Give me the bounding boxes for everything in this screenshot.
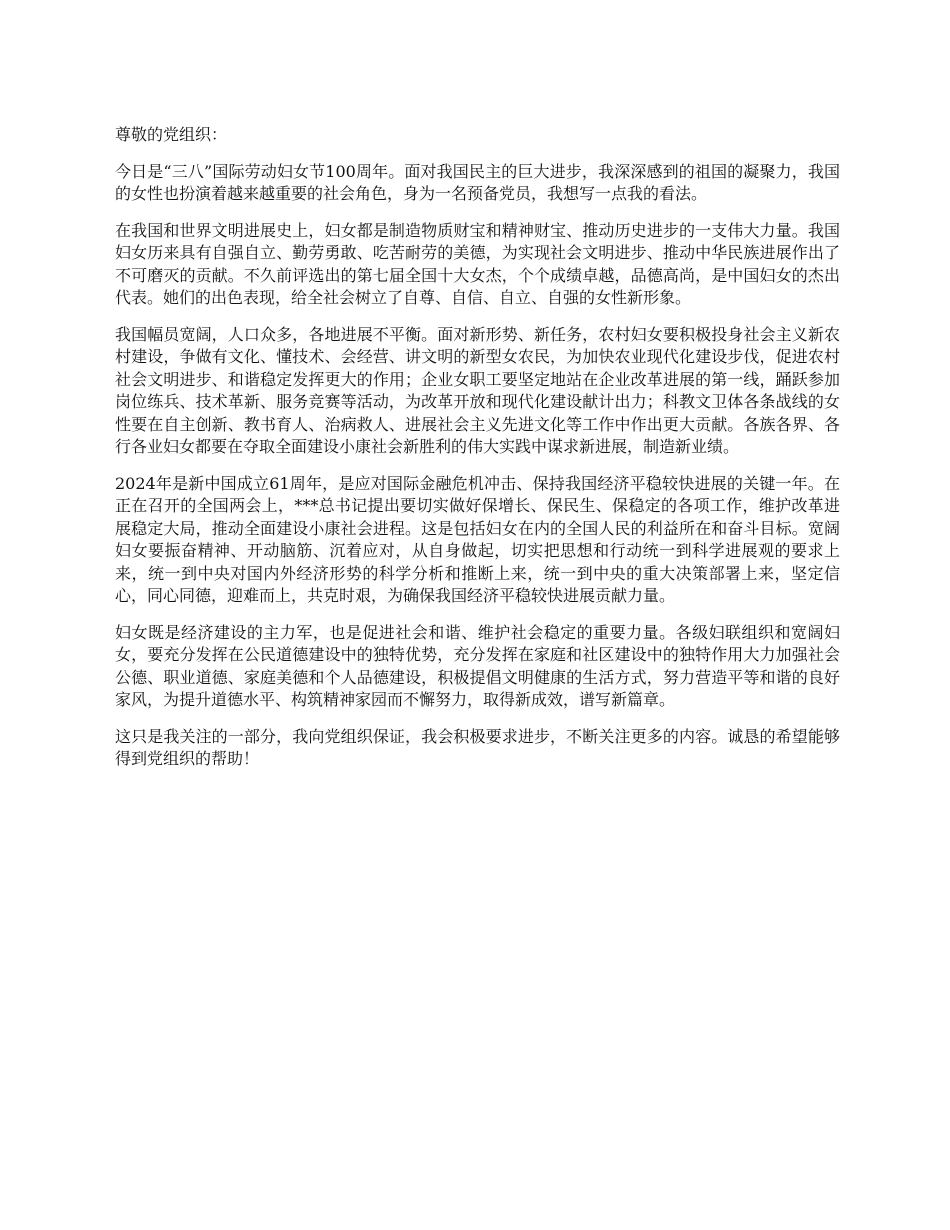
paragraph-women-history: 在我国和世界文明进展史上，妇女都是制造物质财宝和精神财宝、推动历史进步的一支伟大力量。我国妇女历来具有自强自立、勤劳勇敢、吃苦耐劳的美德，为实现社会文明进步、推动中华民族进展作出了不可磨灭的贡献。不久前评选出的第七届全国十大女杰，个个成绩卓越，品德高尚，是中国妇女的杰出代表。她们的出色表现，给全社会树立了自尊、自信、自立、自强的女性新形象。 xyxy=(115,220,840,307)
paragraph-intro: 今日是“三八”国际劳动妇女节100周年。面对我国民主的巨大进步，我深深感到的祖国的凝聚力，我国的女性也扮演着越来越重要的社会角色，身为一名预备党员，我想写一点我的看法。 xyxy=(115,161,840,203)
paragraph-social-harmony: 妇女既是经济建设的主力军，也是促进社会和谐、维护社会稳定的重要力量。各级妇联组织和宽阔妇女，要充分发挥在公民道德建设中的独特优势，充分发挥在家庭和社区建设中的独特作用大力加强社会公德、职业道德、家庭美德和个人品德建设，积极提倡文明健康的生活方式，努力营造平等和谐的良好家风，为提升道德水平、构筑精神家园而不懈努力，取得新成效，谱写新篇章。 xyxy=(115,622,840,709)
paragraph-economic-year: 2024年是新中国成立61周年，是应对国际金融危机冲击、保持我国经济平稳较快进展的关键一年。在正在召开的全国两会上，***总书记提出要切实做好保增长、保民生、保稳定的各项工作，维护改革进展稳定大局，推动全面建设小康社会进程。这是包括妇女在内的全国人民的利益所在和奋斗目标。宽阔妇女要振奋精神、开动脑筋、沉着应对，从自身做起，切实把思想和行动统一到科学进展观的要求上来，统一到中央对国内外经济形势的科学分析和推断上来，统一到中央的重大决策部署上来，坚定信心，同心同德，迎难而上，共克时艰，为确保我国经济平稳较快进展贡献力量。 xyxy=(115,473,840,605)
letter-body xyxy=(115,124,840,785)
paragraph-closing: 这只是我关注的一部分，我向党组织保证，我会积极要求进步，不断关注更多的内容。诚恳的希望能够得到党组织的帮助！ xyxy=(115,726,840,768)
paragraph-development-tasks: 我国幅员宽阔，人口众多，各地进展不平衡。面对新形势、新任务，农村妇女要积极投身社会主义新农村建设，争做有文化、懂技术、会经营、讲文明的新型女农民，为加快农业现代化建设步伐，促进农村社会文明进步、和谐稳定发挥更大的作用；企业女职工要坚定地站在企业改革进展的第一线，踊跃参加岗位练兵、技术革新、服务竞赛等活动，为改革开放和现代化建设献计出力；科教文卫体各条战线的女性要在自主创新、教书育人、治病救人、进展社会主义先进文化等工作中作出更大贡献。各族各界、各行各业妇女都要在夺取全面建设小康社会新胜利的伟大实践中谋求新进展，制造新业绩。 xyxy=(115,324,840,456)
salutation: 尊敬的党组织： xyxy=(115,125,228,144)
